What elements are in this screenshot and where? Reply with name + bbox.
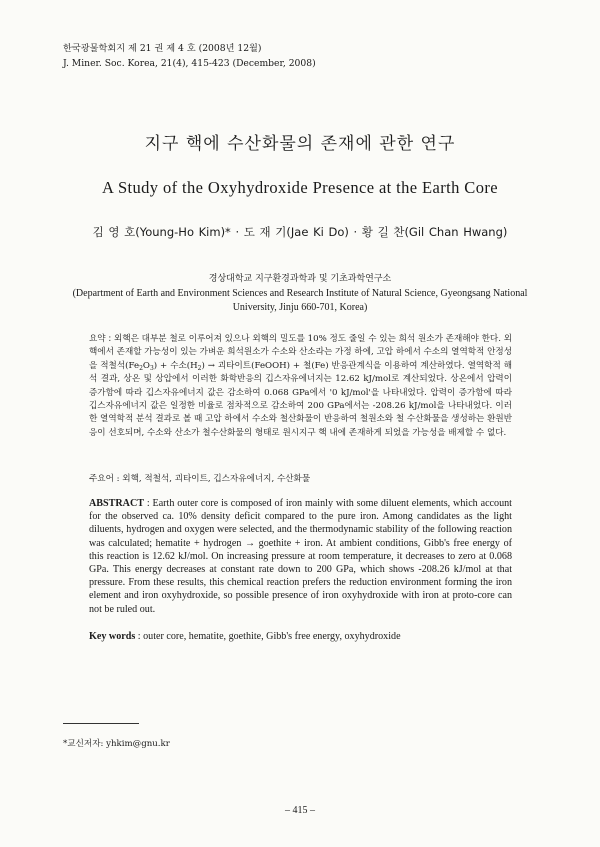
- keywords-en: [89, 630, 512, 643]
- journal-citation-en: J. Miner. Soc. Korea, 21(4), 415-423 (December, 2008): [63, 57, 316, 69]
- footnote-divider: [63, 723, 139, 724]
- subscript: 3: [149, 364, 154, 372]
- journal-header: [63, 42, 316, 71]
- abstract-ko-text: ) + 수소(H: [153, 360, 198, 371]
- subscript: 2: [197, 364, 202, 372]
- paper-title-en: A Study of the Oxyhydroxide Presence at the Earth Core: [102, 178, 498, 197]
- abstract-ko: [89, 333, 512, 440]
- author-list: 김 영 호(Young-Ho Kim)* · 도 재 기(Jae Ki Do) · 황 길 찬(Gil Chan Hwang): [92, 225, 508, 239]
- journal-citation-ko: 한국광물학회지 제 21 권 제 4 호 (2008년 12월): [63, 43, 262, 54]
- keywords-ko: 주요어 : 외핵, 적철석, 괴타이트, 깁스자유에너지, 수산화물: [89, 474, 311, 484]
- affiliation-en: (Department of Earth and Environment Sciences and Research Institute of Natural Science, Gyeongsang National University, Jinju 660-701, Korea): [72, 288, 528, 313]
- abstract-ko-label: 요약 :: [89, 334, 115, 344]
- keywords-en-text: : outer core, hematite, goethite, Gibb's free energy, oxyhydroxide: [135, 631, 401, 642]
- subscript: 2: [139, 364, 143, 372]
- abstract-en-text: : Earth outer core is composed of iron mainly with some diluent elements, which account for the observed ca. 10% density deficit compared to the pure iron. Among candidates as the light diluents, hydrogen and oxygen were selected, and the thermodynamic stability of the following reaction was calculated; hematite + hydrogen → goethite + iron. At ambient conditions, Gibb's free energy of this reaction is 12.62 kJ/mol. On increasing pressure at room temperature, it decreases to zero at 0.068 GPa. This energy decreases at constant rate down to 200 GPa, which shows -208.26 kJ/mol at that pressure. From these results, this chemical reaction prefers the reduction environment forming the iron element and iron oxyhydroxide, so possible presence of iron oxyhydroxide with iron at proto-core can not be ruled out.: [89, 498, 512, 615]
- abstract-en: [89, 497, 512, 616]
- abstract-ko-text: ) → 괴타이트(FeOOH) + 철(Fe) 반응관계식을 이용하여 계산하였다. 열역학적 해석 결과, 상온 및 상압에서 이러한 화학반응의 깁스자유에너지는 12.62 kJ/mol로 계산되었다. 상온에서 압력이 증가함에 따라 깁스자유에너지 값은 감소하여 0.068 GPa에서 '0 kJ/mol'을 나타내었다. 압력이 증가함에 따라 깁스자유에너지 값은 일정한 비율로 점차적으로 감소하여 200 GPa에서는 -208.26 kJ/mol을 나타내었다. 이러한 열역학적 분석 결과로 볼 때 고압 하에서 수소와 철산화물이 반응하여 철원소와 철 수산화물을 생성하는 환원반응이 선호되며, 수소와 산소가 철수산화물의 형태로 원시지구 핵 내에 존재하게 되었을 가능성을 배제할 수 없다.: [89, 360, 513, 438]
- abstract-en-label: ABSTRACT: [89, 498, 144, 509]
- abstract-ko-text: O: [142, 360, 150, 371]
- affiliation-ko: 경상대학교 지구환경과학과 및 기초과학연구소: [208, 274, 392, 284]
- page-number: – 415 –: [285, 805, 315, 816]
- paper-title-ko: 지구 핵에 수산화물의 존재에 관한 연구: [144, 134, 456, 154]
- keywords-en-label: Key words: [89, 631, 136, 642]
- abstract-ko-text: 외핵은 대부분 철로 이루어져 있으나 외핵의 밀도를 10% 정도 줄일 수 있는 희석 원소가 존재해야 한다. 외핵에서 존재할 가능성이 있는 가벼운 희석원소가 수소와 산소라는 가정 하에, 고압 하에서 수소의 열역학적 안정성을 적철석(Fe: [89, 334, 512, 371]
- corresponding-author-footnote: *교신저자: yhkim@gnu.kr: [63, 739, 170, 749]
